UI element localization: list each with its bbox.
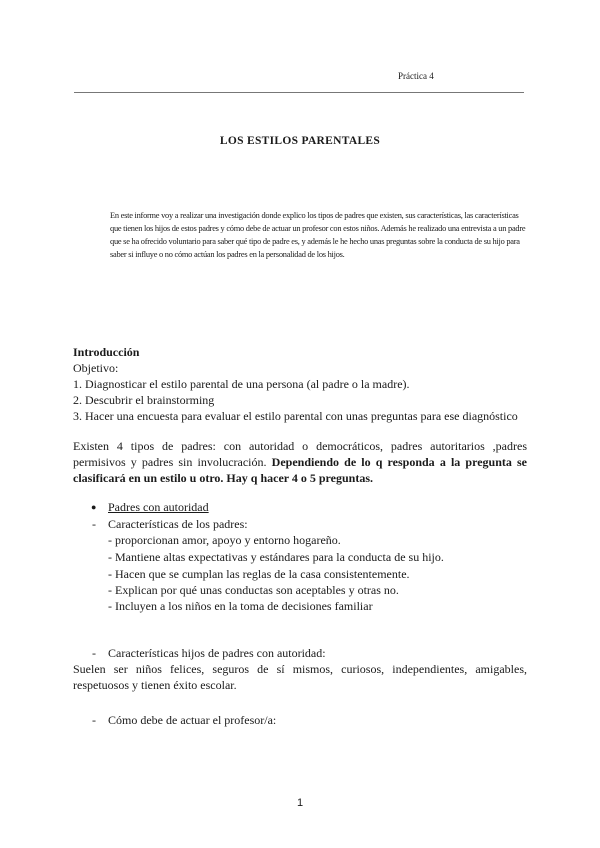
parent-types-bold-text: Dependiendo de lo q responda a la pregunta se clasificará en un estilo u otro. Hay q hacer 4 o 5 preguntas. xyxy=(73,455,528,485)
characteristic-item: - Hacen que se cumplan las reglas de la casa consistentemente. xyxy=(108,567,410,581)
parent-types-text: Existen 4 tipos de padres: con autoridad o democráticos, padres autoritarios ,padres permisivos y padres sin involucración. xyxy=(73,439,527,469)
characteristic-item: - Incluyen a los niños en la toma de decisiones familiar xyxy=(108,599,373,613)
parent-types-paragraph xyxy=(73,438,527,486)
objective-item: 1. Diagnosticar el estilo parental de una persona (al padre o la madre). xyxy=(73,377,410,391)
abstract-text: En este informe voy a realizar una investigación donde explico los tipos de padres que existen, sus características, las características que tienen los hijos de estos padres y cómo debe de actuar un profesor con estos niños. Además he realizado una entrevista a un padre que se ha ofrecido voluntario para saber qué tipo de padre es, y además le he hecho unas preguntas sobre la conducta de su hijo para saber si influye o no cómo actúan los padres en la personalidad de los hijos. xyxy=(110,211,526,259)
header-label: Práctica 4 xyxy=(398,71,434,81)
characteristic-item: - Explican por qué unas conductas son aceptables y otras no. xyxy=(108,583,399,597)
dash-mark: - xyxy=(92,713,96,727)
dash-mark: - xyxy=(92,646,96,660)
objective-label: Objetivo: xyxy=(73,361,119,375)
header-divider xyxy=(74,92,524,93)
objective-item: 3. Hacer una encuesta para evaluar el estilo parental con unas preguntas para ese diagnóstico xyxy=(73,409,518,423)
dash-mark: - xyxy=(92,517,96,531)
objective-item: 2. Descubrir el brainstorming xyxy=(73,393,215,407)
page-number: 1 xyxy=(296,797,304,809)
characteristic-item: - proporcionan amor, apoyo y entorno hogareño. xyxy=(108,533,341,547)
intro-heading: Introducción xyxy=(73,345,140,359)
document-title: LOS ESTILOS PARENTALES xyxy=(219,135,381,147)
bullet-icon: ● xyxy=(91,502,97,512)
teacher-behavior-label: Cómo debe de actuar el profesor/a: xyxy=(108,713,277,727)
children-characteristics-label: Características hijos de padres con autoridad: xyxy=(108,646,326,660)
section-heading-padres-con-autoridad: Padres con autoridad xyxy=(108,500,209,514)
parent-characteristics-label: Características de los padres: xyxy=(108,517,248,531)
characteristic-item: - Mantiene altas expectativas y estándares para la conducta de su hijo. xyxy=(108,550,444,564)
children-characteristics-text: Suelen ser niños felices, seguros de sí mismos, curiosos, independientes, amigables, respetuosos y tienen éxito escolar. xyxy=(73,662,527,692)
